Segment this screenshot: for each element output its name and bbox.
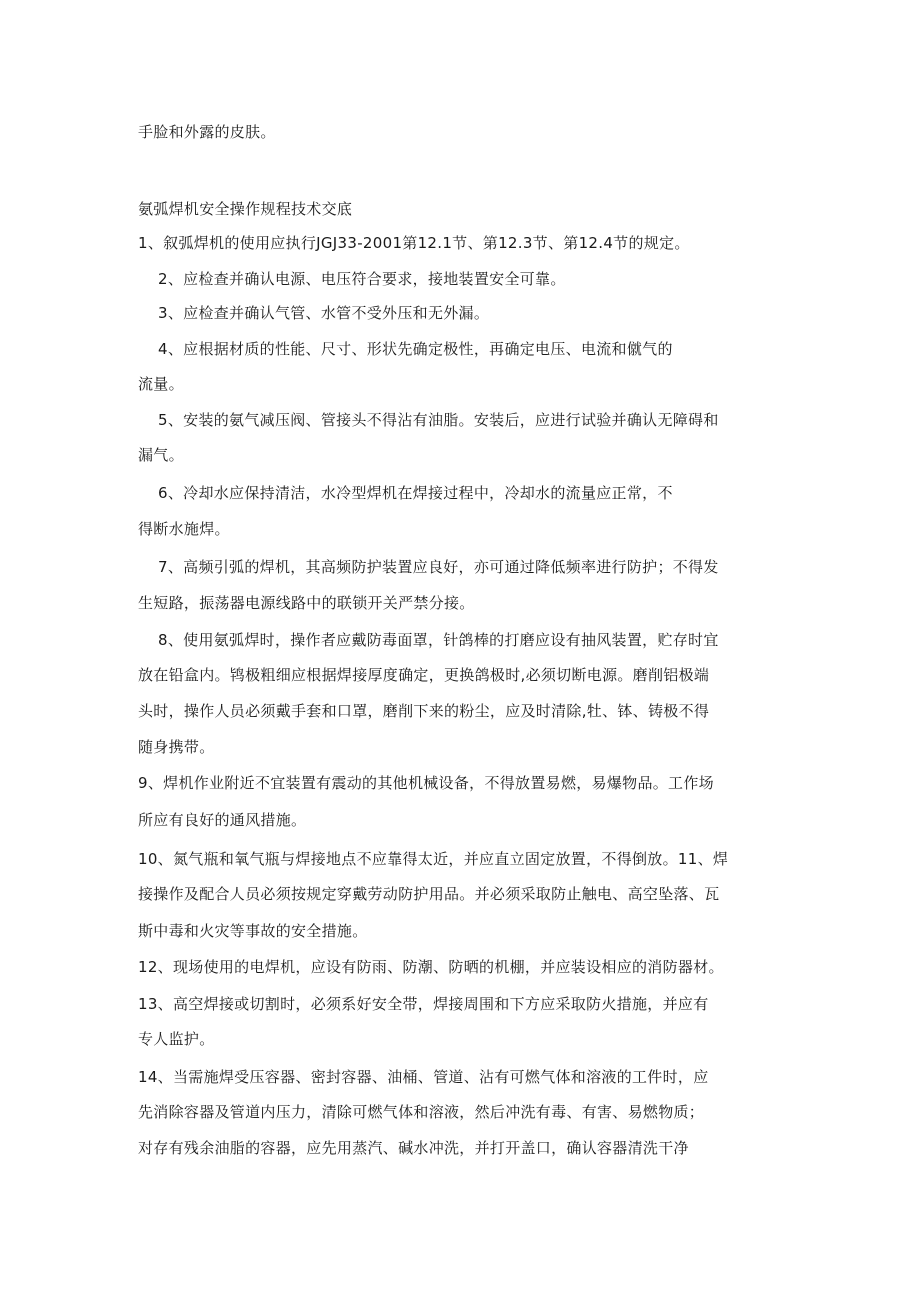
text-line: 漏气。 xyxy=(138,446,184,464)
text-line: 3、应检查并确认气管、水管不受外压和无外漏。 xyxy=(158,304,490,322)
text-line: 流量。 xyxy=(138,375,184,393)
text-line: 14、当需施焊受压容器、密封容器、油桶、管道、沾有可燃气体和溶液的工件时，应 xyxy=(138,1068,709,1086)
text-line: 2、应检查并确认电源、电压符合要求，接地装置安全可靠。 xyxy=(158,270,566,288)
text-line: 随身携带。 xyxy=(138,738,215,756)
text-line: 10、氮气瓶和氧气瓶与焊接地点不应靠得太近，并应直立固定放置，不得倒放。11、焊 xyxy=(138,850,729,868)
text-line: 9、焊机作业附近不宜装置有震动的其他机械设备，不得放置易燃，易爆物品。工作场 xyxy=(138,774,714,792)
text-line: 接操作及配合人员必须按规定穿戴劳动防护用品。并必须采取防止触电、高空坠落、瓦 xyxy=(138,885,720,903)
text-line: 得断水施焊。 xyxy=(138,520,230,538)
text-line: 7、高频引弧的焊机，其高频防护装置应良好，亦可通过降低频率进行防护；不得发 xyxy=(158,558,719,576)
section-title: 氨弧焊机安全操作规程技术交底 xyxy=(138,200,353,218)
text-line: 对存有残余油脂的容器，应先用蒸汽、碱水冲洗，并打开盖口，确认容器清洗干净 xyxy=(138,1139,689,1157)
text-line: 8、使用氨弧焊时，操作者应戴防毒面罩，针鸽棒的打磨应设有抽风装置，贮存时宜 xyxy=(158,631,719,649)
text-line: 所应有良好的通风措施。 xyxy=(138,811,307,829)
text-line: 1、叙弧焊机的使用应执行JGJ33-2001第12.1节、第12.3节、第12.4节的规定。 xyxy=(138,234,690,252)
text-line: 12、现场使用的电焊机，应设有防雨、防潮、防晒的机棚，并应装设相应的消防器材。 xyxy=(138,958,724,976)
text-line: 生短路，振荡器电源线路中的联锁开关严禁分接。 xyxy=(138,594,475,612)
text-line: 5、安装的氨气减压阀、管接头不得沾有油脂。安装后，应进行试验并确认无障碍和 xyxy=(158,411,719,429)
text-line: 13、高空焊接或切割时，必须系好安全带，焊接周围和下方应采取防火措施，并应有 xyxy=(138,995,709,1013)
text-line: 专人监护。 xyxy=(138,1030,215,1048)
text-line: 头时，操作人员必须戴手套和口罩，磨削下来的粉尘，应及时清除,牡、钵、铸极不得 xyxy=(138,702,710,720)
text-line: 放在铅盒内。鸨极粗细应根据焊接厚度确定，更换鸽极时,必须切断电源。磨削铝极端 xyxy=(138,666,710,684)
text-line: 先消除容器及管道内压力，清除可燃气体和溶液，然后冲洗有毒、有害、易燃物质； xyxy=(138,1103,705,1121)
text-line: 6、冷却水应保持清洁，水冷型焊机在焊接过程中，冷却水的流量应正常，不 xyxy=(158,484,673,502)
text-line: 4、应根据材质的性能、尺寸、形状先确定极性，再确定电压、电流和僦气的 xyxy=(158,340,673,358)
text-line: 手脸和外露的皮肤。 xyxy=(138,123,276,141)
text-line: 斯中毒和火灾等事故的安全措施。 xyxy=(138,922,368,940)
